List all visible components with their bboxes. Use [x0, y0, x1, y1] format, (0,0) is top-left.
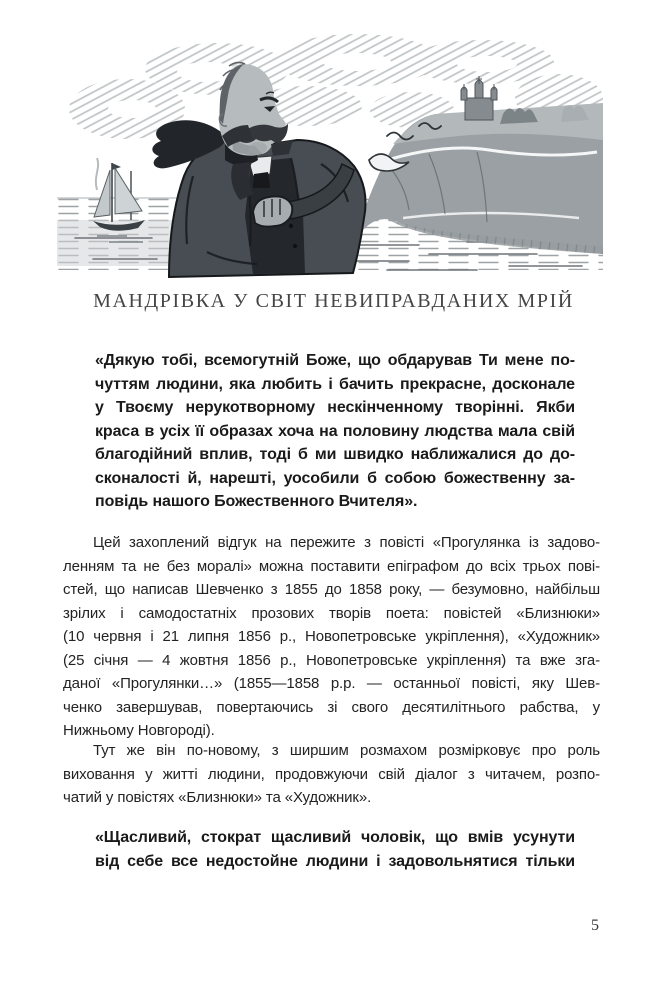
closing-quote — [95, 826, 575, 873]
text-line: Нижньому Новгороді). — [63, 722, 215, 739]
text-line: чуттям людини, яка любить і бачить прекрасне, досконале — [95, 375, 575, 393]
illustration-svg — [57, 14, 603, 282]
book-illustration — [57, 14, 603, 282]
text-line: Тут же він по-новому, з ширшим розмахом розмірковує про роль — [93, 742, 600, 759]
text-line: повідь нашого Божественного Вчителя». — [95, 493, 418, 510]
text-line: Цей захоплений відгук на пережите з повісті «Прогулянка із задово- — [93, 534, 600, 551]
text-line: «Щасливий, стократ щасливий чоловік, що вмів усунути — [95, 829, 575, 846]
body-paragraph-1 — [63, 531, 600, 743]
text-line: «Дякую тобі, всемогутній Боже, що обдарував Ти мене по- — [95, 352, 575, 369]
text-line: краса в усіх її образах хоча на половину людства мала свій — [95, 422, 575, 440]
text-line: сконалості й, нарешті, уособили б собою божественну за- — [95, 469, 575, 487]
text-line: ченко завершував, повертаючись зі свого десятилітнього рабства, у — [63, 698, 600, 716]
text-line: від себе все недостойне людини і задовольнятися тільки — [95, 852, 575, 870]
text-line: чатий у повістях «Близнюки» та «Художник». — [63, 789, 372, 806]
chapter-title: МАНДРІВКА У СВІТ НЕВИПРАВДАНИХ МРІЙ — [93, 290, 574, 312]
epigraph-quote — [95, 349, 575, 514]
text-line: ленням та не без моралі» можна поставити епіграфом до всіх трьох пові- — [63, 557, 600, 575]
text-line: у Твоєму нерукотворному нескінченному творінні. Якби — [95, 399, 575, 416]
text-line: (10 червня і 21 липня 1856 р., Новопетровське укріплення), «Художник» — [63, 628, 600, 645]
text-line: виховання у житті людини, продовжуючи свій діалог з читачем, розпо- — [63, 765, 600, 783]
text-line: благодійний вплив, тоді б ми швидко наближалися до до- — [95, 446, 575, 463]
text-line: (25 січня — 4 жовтня 1856 р., Новопетровське укріплення) та вже зга- — [63, 651, 600, 669]
page-number: 5 — [591, 917, 599, 934]
text-line: стей, що написав Шевченко з 1855 до 1858 року, — безумовно, найбільш — [63, 581, 600, 598]
body-paragraph-2 — [63, 739, 600, 810]
text-line: зрілих і самодостатніх прозових творів поета: повістей «Близнюки» — [63, 604, 600, 622]
text-line: даної «Прогулянки…» (1855—1858 р.р. — останньої повісті, яку Шев- — [63, 675, 600, 692]
